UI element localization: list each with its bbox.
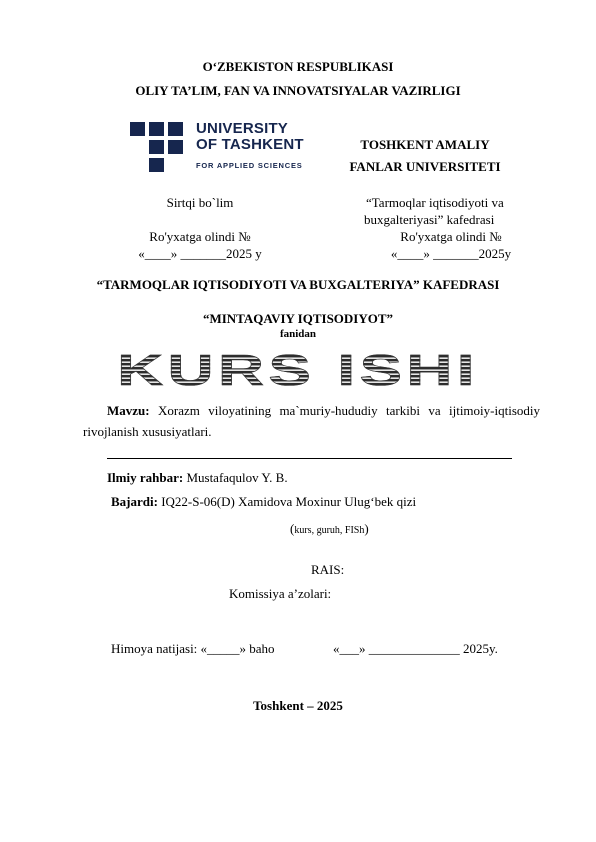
department-heading: “TARMOQLAR IQTISODIYOTI VA BUXGALTERIYA” KAFEDRASI bbox=[96, 277, 500, 292]
divider-line bbox=[107, 458, 512, 459]
right-registration: Ro'yxatga olindi № bbox=[400, 229, 502, 244]
right-department-line-2: buxgalteriyasi” kafedrasi bbox=[364, 212, 495, 227]
author-hint-open: ( bbox=[290, 521, 295, 536]
topic-paragraph bbox=[83, 400, 540, 442]
topic-label: Mavzu: bbox=[107, 403, 150, 418]
left-registration: Ro'yxatga olindi № bbox=[149, 229, 251, 244]
author-label: Bajardi: bbox=[111, 494, 158, 509]
university-name-line-2: FANLAR UNIVERSITETI bbox=[349, 159, 501, 174]
right-department-line-1: “Tarmoqlar iqtisodiyoti va bbox=[366, 195, 504, 210]
left-registration-date: «____» _______2025 y bbox=[138, 246, 262, 261]
topic-text: Xorazm viloyatining ma`muriy-hududiy tarkibi va ijtimoiy-iqtisodiy rivojlanish xususiyatlari. bbox=[83, 403, 540, 439]
right-registration-date: «____» _______2025y bbox=[390, 246, 512, 261]
subject-suffix: fanidan bbox=[279, 328, 317, 340]
subject-name: “MINTAQAVIY IQTISODIYOT” bbox=[202, 311, 394, 326]
logo-line-2: OF TASHKENT bbox=[196, 136, 304, 153]
ministry-country: O‘ZBEKISTON RESPUBLIKASI bbox=[202, 59, 394, 74]
commission-chair: RAIS: bbox=[311, 562, 345, 577]
author-hint-close: ) bbox=[364, 521, 369, 536]
university-name-line-1: TOSHKENT AMALIY bbox=[360, 137, 490, 152]
logo-line-3: FOR APPLIED SCIENCES bbox=[196, 161, 303, 170]
supervisor-value: Mustafaqulov Y. B. bbox=[183, 470, 288, 485]
author-hint bbox=[290, 521, 369, 537]
left-department: Sirtqi bo`lim bbox=[166, 195, 234, 210]
university-logo-icon bbox=[130, 122, 186, 172]
supervisor-label: Ilmiy rahbar: bbox=[107, 470, 184, 485]
document-title: KURS ISHI bbox=[0, 347, 596, 395]
commission-members: Komissiya a’zolari: bbox=[229, 586, 332, 601]
author-value: IQ22-S-06(D) Xamidova Moxinur Ulug‘bek qizi bbox=[157, 494, 417, 509]
author-hint-text: kurs, guruh, FISh bbox=[294, 525, 365, 536]
author-line bbox=[111, 494, 416, 510]
defense-result: Himoya natijasi: «_____» baho bbox=[111, 641, 275, 656]
supervisor-line bbox=[107, 470, 288, 486]
university-logo-text bbox=[196, 121, 304, 170]
logo-line-1: UNIVERSITY bbox=[196, 120, 289, 137]
ministry-name: OLIY TA’LIM, FAN VA INNOVATSIYALAR VAZIRLIGI bbox=[135, 83, 461, 98]
footer-city-year: Toshkent – 2025 bbox=[253, 698, 343, 713]
defense-date: «___» ______________ 2025y. bbox=[333, 641, 498, 656]
